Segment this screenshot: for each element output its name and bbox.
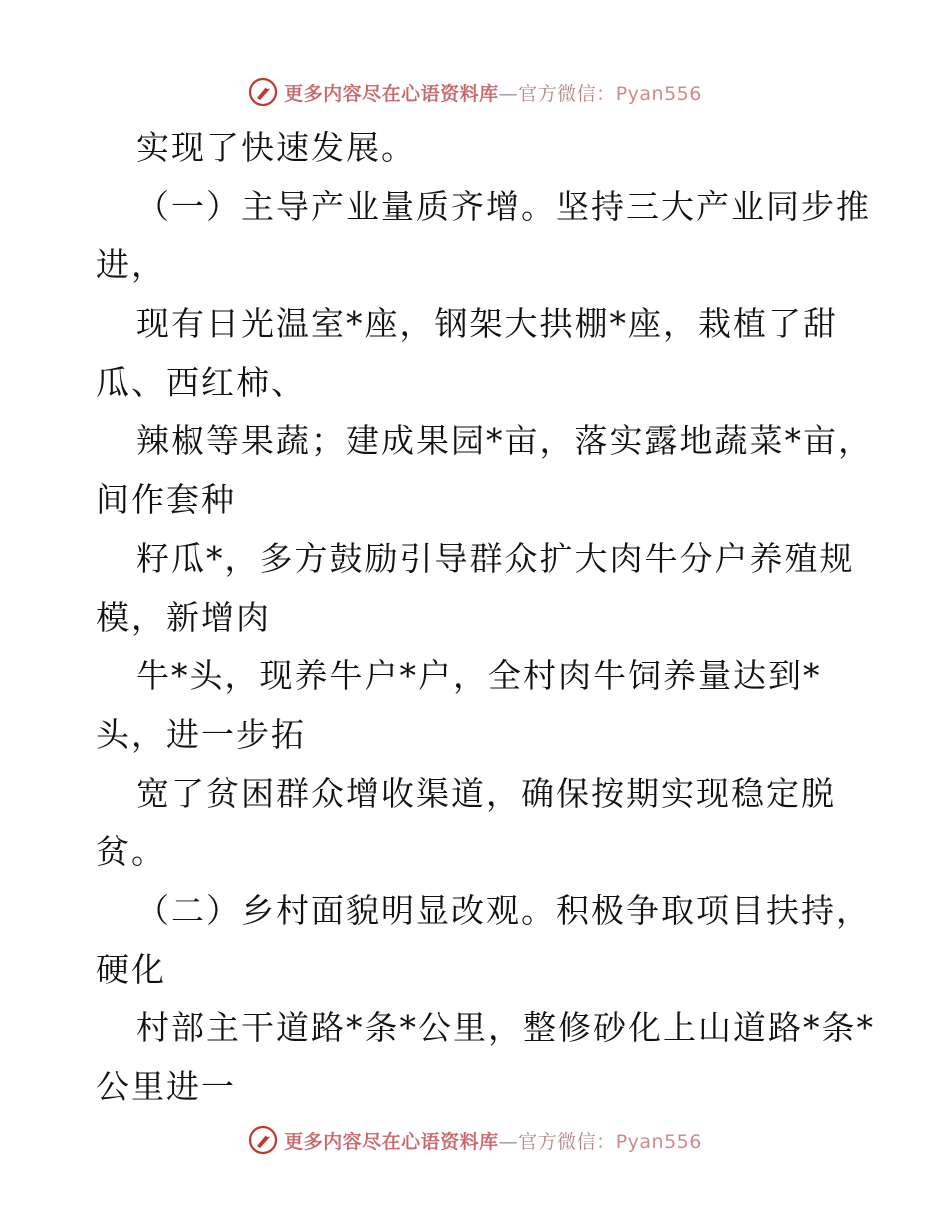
- text-line: 公里进一: [96, 1067, 236, 1106]
- text-line: （一）主导产业量质齐增。坚持三大产业同步推: [136, 186, 871, 226]
- document-body: [96, 119, 876, 1117]
- watermark-brand: 更多内容尽在心语资料库: [284, 82, 499, 105]
- text-line: 模，新增肉: [96, 597, 271, 637]
- text-line: 进，: [96, 245, 166, 285]
- watermark-wechat-id: Pyan556: [615, 82, 702, 105]
- watermark-wechat-id: Pyan556: [615, 1130, 702, 1153]
- pen-nib-logo-icon: [248, 77, 278, 107]
- text-line: 瓜、西红柿、: [96, 362, 306, 402]
- watermark-dash: —: [498, 82, 519, 105]
- text-line: （二）乡村面貌明显改观。积极争取项目扶持，: [136, 890, 871, 930]
- watermark-brand: 更多内容尽在心语资料库: [284, 1130, 499, 1153]
- text-line: 头，进一步拓: [96, 714, 306, 754]
- watermark-wechat-label: 官方微信：: [518, 1130, 616, 1153]
- text-line: 牛*头，现养牛户*户，全村肉牛饲养量达到*: [136, 656, 822, 696]
- text-line: 现有日光温室*座，钢架大拱棚*座，栽植了甜: [136, 304, 838, 344]
- text-line: 宽了贫困群众增收渠道，确保按期实现稳定脱: [136, 773, 836, 813]
- text-line: 硬化: [96, 949, 166, 989]
- text-line: 间作套种: [96, 480, 236, 520]
- watermark-dash: —: [498, 1130, 519, 1153]
- text-line: 村部主干道路*条*公里，整修砂化上山道路*条*: [136, 1008, 875, 1048]
- text-line: 实现了快速发展。: [136, 128, 416, 167]
- text-line: 辣椒等果蔬；建成果园*亩，落实露地蔬菜*亩，: [136, 421, 873, 461]
- pen-nib-logo-icon: [248, 1125, 278, 1155]
- text-line: 贫。: [96, 832, 166, 872]
- watermark-wechat-label: 官方微信：: [518, 82, 616, 105]
- header-watermark: [0, 72, 950, 112]
- footer-watermark: [0, 1120, 950, 1160]
- text-line: 籽瓜*，多方鼓励引导群众扩大肉牛分户养殖规: [136, 538, 855, 578]
